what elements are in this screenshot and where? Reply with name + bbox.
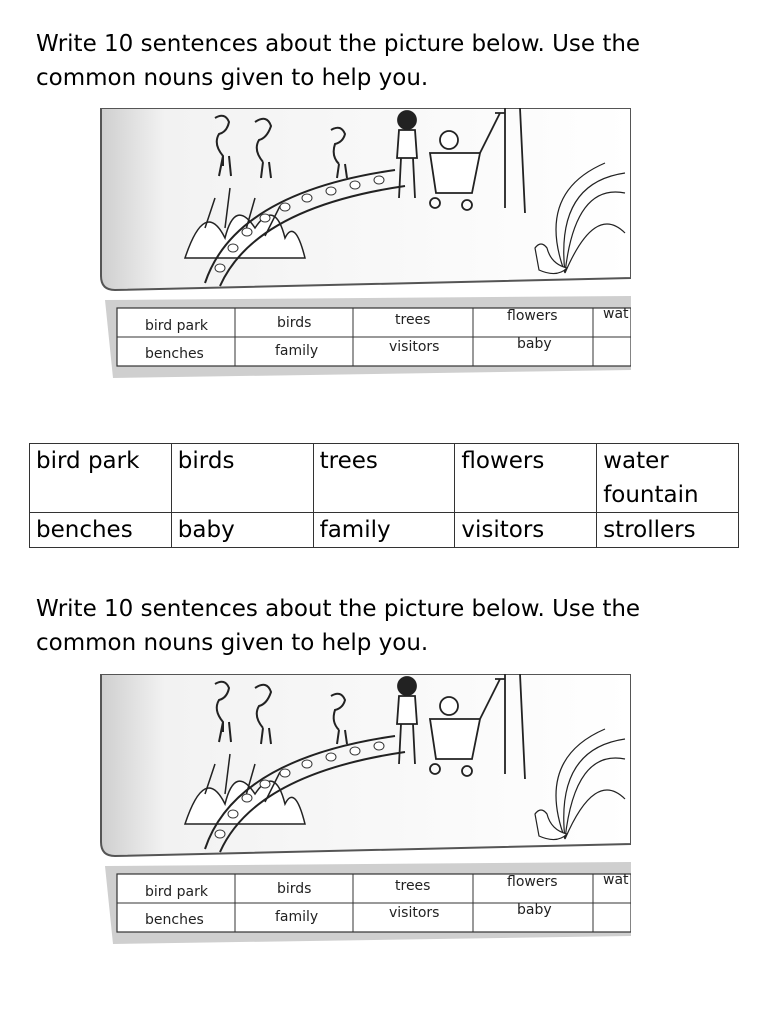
table-cell: birds <box>171 444 313 513</box>
picture-word: flowers <box>507 874 558 890</box>
picture-word: flowers <box>507 308 558 324</box>
picture-word: benches <box>145 346 204 362</box>
bird-park-illustration <box>95 108 631 378</box>
picture-word: bird park <box>145 318 208 334</box>
table-cell: bird park <box>30 444 172 513</box>
bird-park-picture-1 <box>95 108 631 378</box>
table-cell: baby <box>171 513 313 548</box>
instruction-line: Write 10 sentences about the picture below. Use the <box>36 596 641 622</box>
picture-word: trees <box>395 878 431 894</box>
picture-word: wat <box>603 872 629 888</box>
instruction-line: common nouns given to help you. <box>36 65 429 91</box>
table-cell: strollers <box>597 513 739 548</box>
picture-word: benches <box>145 912 204 928</box>
table-cell: family <box>313 513 455 548</box>
instruction-line: common nouns given to help you. <box>36 630 429 656</box>
table-row <box>30 444 739 513</box>
picture-word: family <box>275 909 319 925</box>
bird-park-illustration <box>95 674 631 944</box>
instructions-1 <box>36 27 736 95</box>
picture-word-table <box>105 296 631 378</box>
picture-word: bird park <box>145 884 208 900</box>
picture-word: trees <box>395 312 431 328</box>
picture-word: birds <box>277 881 312 897</box>
instructions-2 <box>36 592 736 660</box>
table-cell: water fountain <box>597 444 739 513</box>
picture-word: birds <box>277 315 312 331</box>
instruction-line: Write 10 sentences about the picture below. Use the <box>36 31 641 57</box>
picture-word-table <box>105 862 631 944</box>
bird-park-picture-2 <box>95 674 631 944</box>
picture-word: wat <box>603 306 629 322</box>
picture-word: family <box>275 343 319 359</box>
picture-word: baby <box>517 902 552 918</box>
common-nouns-table <box>29 443 739 548</box>
table-cell: visitors <box>455 513 597 548</box>
table-cell: flowers <box>455 444 597 513</box>
table-cell: benches <box>30 513 172 548</box>
picture-word: visitors <box>389 905 440 921</box>
table-cell: trees <box>313 444 455 513</box>
picture-word: baby <box>517 336 552 352</box>
table-row <box>30 513 739 548</box>
picture-word: visitors <box>389 339 440 355</box>
